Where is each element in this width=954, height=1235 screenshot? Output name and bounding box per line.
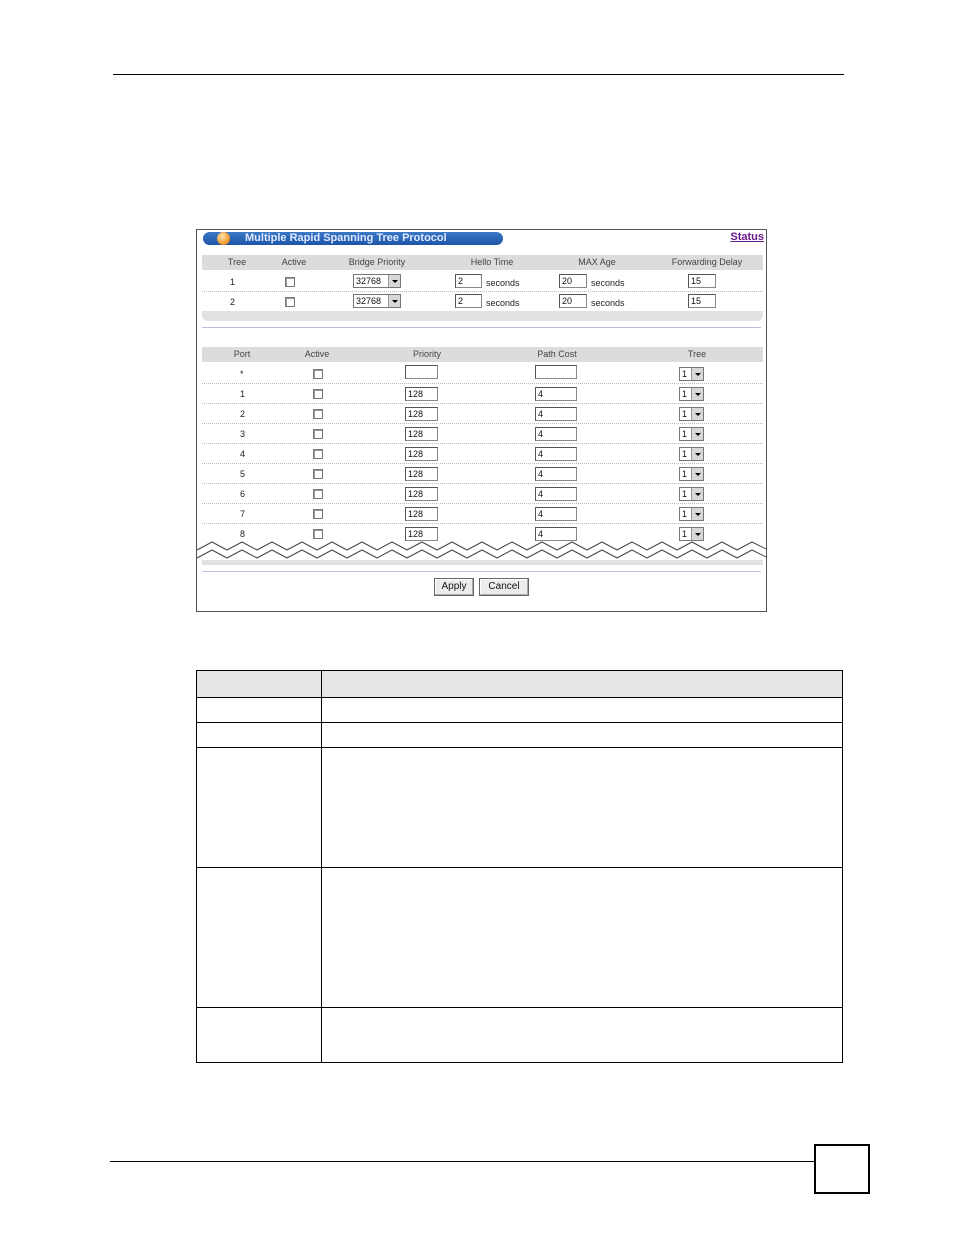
port-id: 1 bbox=[240, 389, 246, 399]
tree-1-max-age-input[interactable]: 20 bbox=[559, 274, 587, 288]
port-id: 8 bbox=[240, 529, 246, 539]
description-row bbox=[197, 1008, 843, 1063]
port-path-cost-input[interactable]: 4 bbox=[535, 387, 577, 401]
tree-1-active-checkbox[interactable] bbox=[285, 277, 295, 287]
port-tree-select[interactable] bbox=[679, 407, 704, 421]
port-active-checkbox[interactable] bbox=[313, 509, 323, 519]
label-header-cell bbox=[197, 671, 322, 698]
description-cell bbox=[322, 698, 843, 723]
port-id: 5 bbox=[240, 469, 246, 479]
tree-2-bridge-priority-value: 32768 bbox=[356, 296, 382, 306]
panel-title-bar bbox=[203, 232, 503, 245]
port-tree-value: 1 bbox=[682, 509, 688, 519]
port-id: 6 bbox=[240, 489, 246, 499]
description-header-cell bbox=[322, 671, 843, 698]
port-tree-value: 1 bbox=[682, 409, 688, 419]
description-row bbox=[197, 698, 843, 723]
tree-1-hello-time-unit: seconds bbox=[486, 278, 520, 288]
dropdown-arrow-icon bbox=[691, 428, 703, 440]
status-link[interactable]: Status bbox=[730, 231, 764, 243]
port-priority-input[interactable]: 128 bbox=[405, 427, 438, 441]
port-id: 2 bbox=[240, 409, 246, 419]
dropdown-arrow-icon bbox=[388, 275, 400, 287]
port-path-cost-input[interactable] bbox=[535, 365, 577, 379]
section-separator bbox=[202, 327, 761, 328]
page-number-box bbox=[814, 1144, 870, 1194]
dropdown-arrow-icon bbox=[691, 508, 703, 520]
port-path-cost-input[interactable]: 4 bbox=[535, 507, 577, 521]
dropdown-arrow-icon bbox=[691, 408, 703, 420]
description-row bbox=[197, 868, 843, 1008]
port-row bbox=[197, 384, 767, 404]
description-cell bbox=[322, 1008, 843, 1063]
port-row bbox=[197, 484, 767, 504]
dropdown-arrow-icon bbox=[691, 368, 703, 380]
dropdown-arrow-icon bbox=[691, 488, 703, 500]
description-row bbox=[197, 748, 843, 868]
port-tree-select[interactable] bbox=[679, 367, 704, 381]
th-port-active: Active bbox=[304, 349, 330, 359]
port-row bbox=[197, 464, 767, 484]
port-priority-input[interactable]: 128 bbox=[405, 387, 438, 401]
dropdown-arrow-icon bbox=[691, 388, 703, 400]
port-tree-value: 1 bbox=[682, 369, 688, 379]
port-active-checkbox[interactable] bbox=[313, 409, 323, 419]
description-table bbox=[196, 670, 843, 1063]
port-priority-input[interactable]: 128 bbox=[405, 447, 438, 461]
footer-rule bbox=[110, 1161, 814, 1162]
tree-2-hello-time-input[interactable]: 2 bbox=[455, 294, 482, 308]
port-tree-value: 1 bbox=[682, 429, 688, 439]
th-forwarding-delay: Forwarding Delay bbox=[671, 257, 743, 267]
port-active-checkbox[interactable] bbox=[313, 389, 323, 399]
label-cell bbox=[197, 698, 322, 723]
th-active: Active bbox=[281, 257, 307, 267]
th-port: Port bbox=[233, 349, 251, 359]
title-orb-icon bbox=[217, 232, 230, 245]
tree-1-hello-time-input[interactable]: 2 bbox=[455, 274, 482, 288]
port-path-cost-input[interactable]: 4 bbox=[535, 447, 577, 461]
port-row bbox=[197, 424, 767, 444]
port-priority-input[interactable]: 128 bbox=[405, 527, 438, 541]
description-row bbox=[197, 723, 843, 748]
port-path-cost-input[interactable]: 4 bbox=[535, 487, 577, 501]
dropdown-arrow-icon bbox=[691, 468, 703, 480]
port-tree-value: 1 bbox=[682, 489, 688, 499]
description-cell bbox=[322, 868, 843, 1008]
th-priority: Priority bbox=[412, 349, 441, 359]
panel-title: Multiple Rapid Spanning Tree Protocol bbox=[245, 232, 447, 244]
port-id: * bbox=[240, 369, 244, 379]
description-cell bbox=[322, 748, 843, 868]
port-row bbox=[197, 504, 767, 524]
th-port-tree: Tree bbox=[687, 349, 707, 359]
port-tree-value: 1 bbox=[682, 469, 688, 479]
apply-button[interactable]: Apply bbox=[434, 578, 474, 596]
th-hello-time: Hello Time bbox=[470, 257, 514, 267]
port-priority-input[interactable] bbox=[405, 365, 438, 379]
label-cell bbox=[197, 723, 322, 748]
port-path-cost-input[interactable]: 4 bbox=[535, 527, 577, 541]
tree-2-bridge-priority-select[interactable] bbox=[353, 294, 401, 308]
tree-1-bridge-priority-select[interactable] bbox=[353, 274, 401, 288]
tree-table-footer bbox=[202, 311, 763, 321]
port-id: 3 bbox=[240, 429, 246, 439]
tree-1-forwarding-delay-input[interactable]: 15 bbox=[688, 274, 716, 288]
label-cell bbox=[197, 868, 322, 1008]
tree-2-active-checkbox[interactable] bbox=[285, 297, 295, 307]
port-tree-select[interactable] bbox=[679, 427, 704, 441]
tree-2-forwarding-delay-input[interactable]: 15 bbox=[688, 294, 716, 308]
tree-2-max-age-unit: seconds bbox=[591, 298, 625, 308]
port-tree-select[interactable] bbox=[679, 387, 704, 401]
tree-2-id: 2 bbox=[230, 297, 236, 307]
header-rule bbox=[113, 74, 844, 75]
th-bridge-priority: Bridge Priority bbox=[348, 257, 406, 267]
tree-2-hello-time-unit: seconds bbox=[486, 298, 520, 308]
description-table-header-row bbox=[197, 671, 843, 698]
port-table-footer bbox=[202, 560, 763, 565]
label-cell bbox=[197, 748, 322, 868]
port-priority-input[interactable]: 128 bbox=[405, 487, 438, 501]
port-tree-select[interactable] bbox=[679, 447, 704, 461]
port-table-header bbox=[202, 347, 763, 362]
port-priority-input[interactable]: 128 bbox=[405, 407, 438, 421]
port-active-checkbox[interactable] bbox=[313, 449, 323, 459]
port-row bbox=[197, 404, 767, 424]
label-cell bbox=[197, 1008, 322, 1063]
port-priority-input[interactable]: 128 bbox=[405, 467, 438, 481]
port-path-cost-input[interactable]: 4 bbox=[535, 407, 577, 421]
th-max-age: MAX Age bbox=[578, 257, 616, 267]
port-active-checkbox[interactable] bbox=[313, 369, 323, 379]
port-path-cost-input[interactable]: 4 bbox=[535, 427, 577, 441]
port-id: 7 bbox=[240, 509, 246, 519]
mrstp-panel bbox=[196, 229, 767, 612]
description-cell bbox=[322, 723, 843, 748]
bottom-separator bbox=[202, 571, 761, 572]
tree-1-bridge-priority-value: 32768 bbox=[356, 276, 382, 286]
port-path-cost-input[interactable]: 4 bbox=[535, 467, 577, 481]
dropdown-arrow-icon bbox=[388, 295, 400, 307]
th-tree: Tree bbox=[227, 257, 247, 267]
port-tree-select[interactable] bbox=[679, 507, 704, 521]
port-id: 4 bbox=[240, 449, 246, 459]
port-tree-select[interactable] bbox=[679, 487, 704, 501]
port-active-checkbox[interactable] bbox=[313, 469, 323, 479]
port-tree-value: 1 bbox=[682, 529, 688, 539]
port-tree-select[interactable] bbox=[679, 467, 704, 481]
port-priority-input[interactable]: 128 bbox=[405, 507, 438, 521]
port-tree-value: 1 bbox=[682, 449, 688, 459]
tree-1-id: 1 bbox=[230, 277, 236, 287]
th-path-cost: Path Cost bbox=[537, 349, 577, 359]
tree-1-max-age-unit: seconds bbox=[591, 278, 625, 288]
dropdown-arrow-icon bbox=[691, 448, 703, 460]
port-active-checkbox[interactable] bbox=[313, 429, 323, 439]
row-divider bbox=[202, 291, 763, 292]
port-active-checkbox[interactable] bbox=[313, 489, 323, 499]
tree-table-header bbox=[202, 255, 763, 270]
tree-2-max-age-input[interactable]: 20 bbox=[559, 294, 587, 308]
port-row bbox=[197, 444, 767, 464]
port-row bbox=[197, 364, 767, 384]
port-tree-value: 1 bbox=[682, 389, 688, 399]
cancel-button[interactable]: Cancel bbox=[479, 578, 529, 596]
